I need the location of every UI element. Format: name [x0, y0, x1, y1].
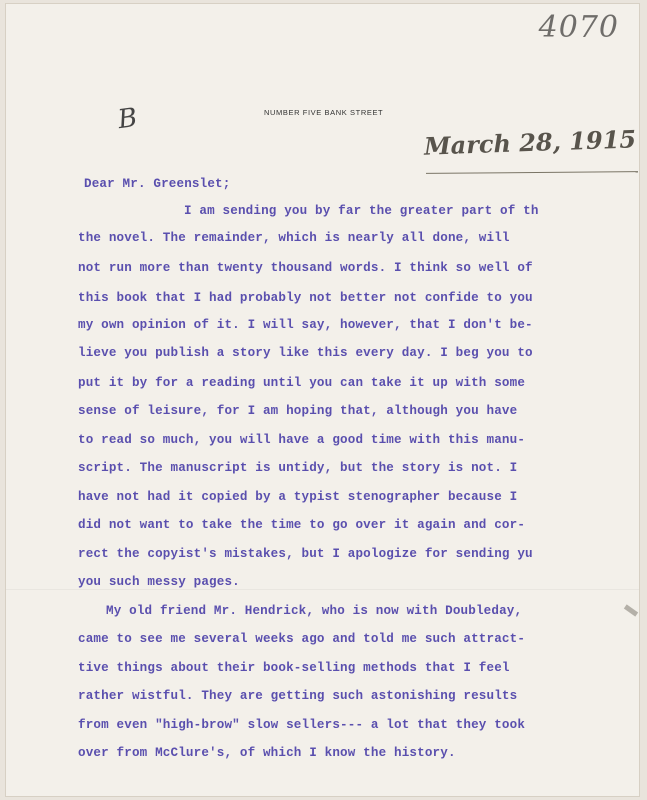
body-line: the novel. The remainder, which is nearly all done, will [78, 231, 510, 245]
body-line: you such messy pages. [78, 575, 240, 589]
body-line: My old friend Mr. Hendrick, who is now with Doubleday, [106, 604, 523, 618]
salutation: Dear Mr. Greenslet; [84, 177, 231, 191]
body-line: from even "high-brow" slow sellers--- a lot that they took [78, 718, 526, 732]
body-line: to read so much, you will have a good time with this manu- [78, 433, 526, 447]
body-line: sense of leisure, for I am hoping that, although you have [78, 404, 518, 418]
body-line: this book that I had probably not better not confide to you [78, 291, 533, 305]
body-line: over from McClure's, of which I know the history. [78, 746, 456, 760]
letter-page [6, 4, 639, 796]
handwritten-date: March 28, 1915 [423, 124, 637, 161]
body-line: came to see me several weeks ago and told me such attract- [78, 632, 526, 646]
body-line: my own opinion of it. I will say, however, that I don't be- [78, 318, 533, 332]
letterhead: NUMBER FIVE BANK STREET [264, 108, 384, 117]
body-line: did not want to take the time to go over it again and cor- [78, 518, 526, 532]
paper-fold [6, 589, 639, 590]
body-line: put it by for a reading until you can take it up with some [78, 376, 526, 390]
body-line: script. The manuscript is untidy, but the story is not. I [78, 461, 518, 475]
body-line: rather wistful. They are getting such astonishing results [78, 689, 518, 703]
body-line: tive things about their book-selling methods that I feel [78, 661, 510, 675]
date-underline [426, 171, 638, 174]
body-line: lieve you publish a story like this every day. I beg you to [78, 346, 533, 360]
archive-number: 4070 [538, 10, 619, 45]
body-line: have not had it copied by a typist stenographer because I [78, 490, 518, 504]
body-line: not run more than twenty thousand words. I think so well of [78, 261, 533, 275]
body-line: I am sending you by far the greater part of th [184, 204, 539, 218]
monogram: B [116, 102, 140, 136]
margin-mark [624, 604, 638, 616]
body-line: rect the copyist's mistakes, but I apologize for sending yu [78, 547, 533, 561]
